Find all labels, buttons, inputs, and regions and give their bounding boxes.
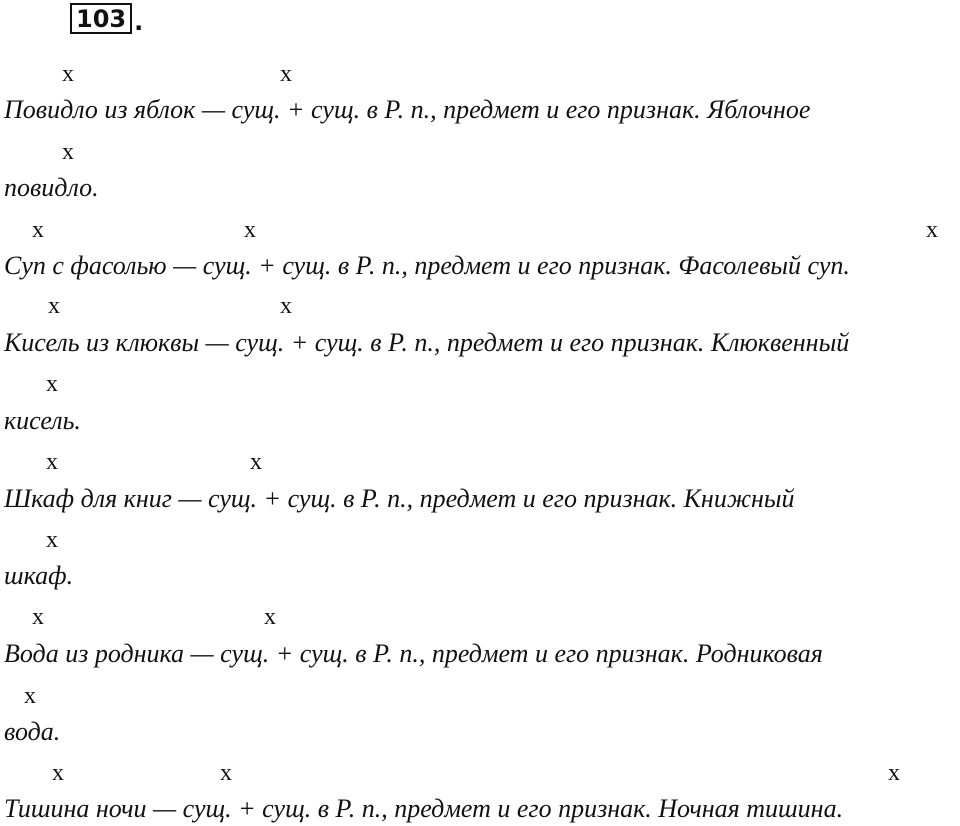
mark-x: x	[24, 683, 36, 709]
mark-x: x	[888, 760, 900, 786]
text-line: Кисель из клюквы — сущ. + сущ. в Р. п., предмет и его признак. Клюквенный	[4, 328, 850, 357]
exercise-number-box: 103	[70, 3, 132, 34]
mark-x: x	[46, 527, 58, 553]
text-line: Шкаф для книг — сущ. + сущ. в Р. п., предмет и его признак. Книжный	[4, 484, 795, 513]
mark-x: x	[250, 449, 262, 475]
text-line: повидло.	[4, 173, 99, 202]
mark-x: x	[32, 604, 44, 630]
text-line: Суп с фасолью — сущ. + сущ. в Р. п., предмет и его признак. Фасолевый суп.	[4, 251, 850, 280]
text-line: вода.	[4, 717, 61, 746]
mark-x: x	[220, 760, 232, 786]
mark-x: x	[46, 449, 58, 475]
mark-x: x	[280, 293, 292, 319]
text-line: кисель.	[4, 406, 81, 435]
mark-x: x	[264, 604, 276, 630]
mark-x: x	[926, 217, 938, 243]
mark-x: x	[48, 293, 60, 319]
mark-x: x	[46, 371, 58, 397]
text-line: шкаф.	[4, 561, 74, 590]
text-line: Тишина ночи — сущ. + сущ. в Р. п., предмет и его признак. Ночная тишина.	[4, 794, 844, 823]
exercise-number	[70, 4, 143, 34]
mark-x: x	[52, 760, 64, 786]
text-line: Вода из родника — сущ. + сущ. в Р. п., предмет и его признак. Родниковая	[4, 639, 823, 668]
mark-x: x	[280, 61, 292, 87]
exercise-number-dot: .	[134, 8, 144, 36]
mark-x: x	[32, 217, 44, 243]
mark-x: x	[62, 139, 74, 165]
mark-x: x	[62, 61, 74, 87]
text-line: Повидло из яблок — сущ. + сущ. в Р. п., предмет и его признак. Яблочное	[4, 95, 811, 124]
mark-x: x	[244, 217, 256, 243]
